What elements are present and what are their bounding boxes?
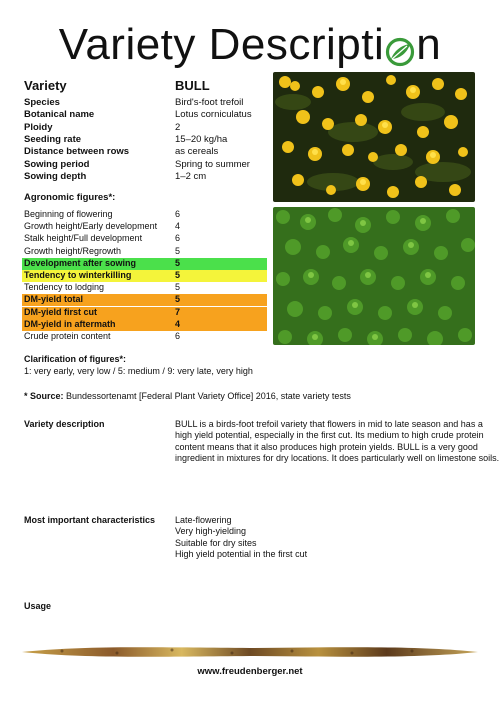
agronomic-value: 5 xyxy=(175,294,181,305)
source-text: Bundessortenamt [Federal Plant Variety Office] 2016, state variety tests xyxy=(63,391,351,401)
description-line: high yield potential, especially in the first cut. Its medium to high crude protein xyxy=(175,430,484,441)
usage-label: Usage xyxy=(24,601,52,611)
foliage-photo xyxy=(273,207,475,345)
agronomic-row xyxy=(22,331,267,343)
characteristics-label: Most important characteristics xyxy=(24,515,156,525)
agronomic-value: 6 xyxy=(175,209,181,219)
attribute-value: Spring to summer xyxy=(175,158,250,170)
agronomic-row xyxy=(22,307,267,319)
attribute-label: Botanical name xyxy=(24,109,95,121)
agronomic-row xyxy=(22,270,267,282)
clarification-heading: Clarification of figures*: xyxy=(24,354,127,364)
agronomic-label: DM-yield in aftermath xyxy=(24,318,116,329)
description-line: content means that it also produces high protein yields. BULL is a very good xyxy=(175,441,478,452)
characteristic-item: High yield potential in the first cut xyxy=(175,548,308,559)
agronomic-label: Beginning of flowering xyxy=(24,209,113,219)
agronomic-row xyxy=(22,258,267,270)
agronomic-label: DM-yield total xyxy=(24,294,84,305)
attribute-label: Ploidy xyxy=(24,121,53,133)
agronomic-label: Growth height/Regrowth xyxy=(24,245,122,256)
attribute-label: Distance between rows xyxy=(24,146,130,158)
agronomic-row xyxy=(22,246,267,258)
seed-strip-image xyxy=(22,645,478,659)
agronomic-label: Tendency to winterkilling xyxy=(24,270,132,280)
attribute-value: 1–2 cm xyxy=(175,170,207,182)
footer-url[interactable]: www.freudenberger.net xyxy=(197,666,303,677)
agronomic-label: Development after sowing xyxy=(24,257,137,268)
agronomic-value: 6 xyxy=(175,331,181,341)
agronomic-label: DM-yield first cut xyxy=(24,306,98,317)
agronomic-value: 7 xyxy=(175,306,181,317)
agronomic-value: 5 xyxy=(175,257,181,268)
characteristic-item: Suitable for dry sites xyxy=(175,537,257,548)
attribute-value: as cereals xyxy=(175,146,219,158)
agronomic-heading: Agronomic figures*: xyxy=(24,192,116,203)
agronomic-label: Stalk height/Full development xyxy=(24,233,143,244)
attribute-value: 15–20 kg/ha xyxy=(175,133,228,145)
variety-label: Variety xyxy=(24,78,67,93)
agronomic-row xyxy=(22,209,267,221)
agronomic-row xyxy=(22,221,267,233)
agronomic-value: 5 xyxy=(175,270,181,280)
characteristic-item: Very high-yielding xyxy=(175,526,247,537)
flower-photo xyxy=(273,72,475,202)
agronomic-label: Crude protein content xyxy=(24,331,111,341)
attribute-value: Bird's-foot trefoil xyxy=(175,97,244,108)
characteristic-item: Late-flowering xyxy=(175,515,232,525)
agronomic-value: 5 xyxy=(175,245,181,256)
agronomic-value: 4 xyxy=(175,221,181,232)
clarification-text: 1: very early, very low / 5: medium / 9: very late, very high xyxy=(24,366,253,376)
attribute-value: Lotus corniculatus xyxy=(175,109,252,121)
variety-name: BULL xyxy=(175,78,210,93)
agronomic-row xyxy=(22,282,267,294)
agronomic-label: Growth height/Early development xyxy=(24,221,158,232)
description-line: BULL is a birds-foot trefoil variety that flowers in mid to late season and has a xyxy=(175,419,483,429)
agronomic-row xyxy=(22,294,267,306)
agronomic-value: 4 xyxy=(175,318,181,329)
attribute-label: Seeding rate xyxy=(24,133,82,145)
agronomic-value: 6 xyxy=(175,233,181,244)
attribute-label: Sowing depth xyxy=(24,170,87,182)
agronomic-row xyxy=(22,233,267,245)
description-line: ingredient in mixtures for dry locations. It does particularly well on limestone soils. xyxy=(175,452,500,463)
page-title: Variety Descripti n xyxy=(58,20,442,69)
agronomic-value: 5 xyxy=(175,282,181,293)
source-label: * Source: xyxy=(24,391,64,401)
description-label: Variety description xyxy=(24,419,105,429)
agronomic-row xyxy=(22,319,267,331)
attribute-value: 2 xyxy=(175,121,181,133)
attribute-label: Species xyxy=(24,97,60,108)
attribute-label: Sowing period xyxy=(24,158,90,170)
agronomic-label: Tendency to lodging xyxy=(24,282,105,293)
leaf-logo-icon xyxy=(385,28,415,58)
source-note xyxy=(24,391,351,401)
